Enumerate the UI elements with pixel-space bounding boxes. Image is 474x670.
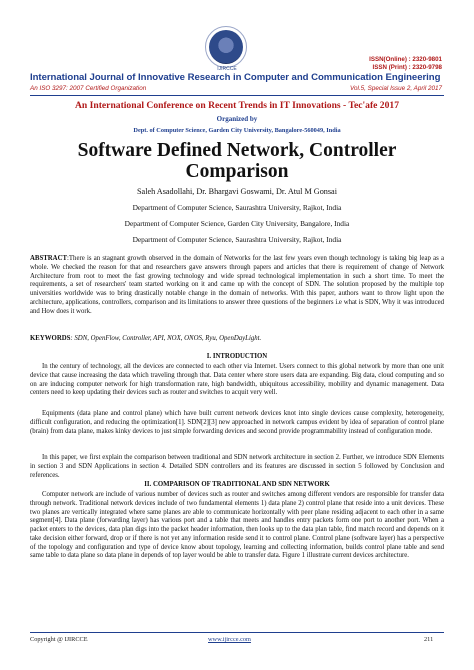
intro-paragraph-2: Equipments (data plane and control plane) which have built current network devices knot into single devices cause complexity, heterogeneity, difficult configuration, and reducing the optimization[1]. SDN[2][3] new approached in network campus evident by idea of separation of control plane (brain) from data plane, makes kinky devices to just simple forwarding devices and second provide programmability instead of configuration mode. (30, 410, 444, 435)
author-affiliation-2: Department of Computer Science, Garden City University, Bangalore, India (124, 219, 350, 228)
author-affiliation-3: Department of Computer Science, Saurashtra University, Rajkot, India (132, 235, 342, 244)
footer-page-number: 211 (424, 636, 434, 643)
abstract-label: ABSTRACT (30, 255, 68, 262)
paper-title-line-2: Comparison (185, 161, 289, 182)
volume-issue: Vol.5, Special Issue 2, April 2017 (350, 85, 442, 92)
footer-copyright: Copyright @ IJIRCCE (30, 636, 88, 643)
section-heading-introduction: I. INTRODUCTION (206, 353, 268, 360)
paper-authors: Saleh Asadollahi, Dr. Bhargavi Goswami, Dr. Atul M Gonsai (137, 187, 337, 196)
journal-title: International Journal of Innovative Research in Computer and Communication Engineering (30, 72, 441, 83)
issn-online: ISSN(Online) : 2320-9801 (369, 56, 442, 63)
section-heading-comparison: II. COMPARISON OF TRADITIONAL AND SDN NETWORK (144, 481, 330, 488)
journal-logo-icon (209, 30, 243, 64)
footer-url[interactable]: www.ijircce.com (208, 636, 251, 643)
footer-link[interactable] (208, 636, 251, 643)
intro-paragraph-1: In the century of technology, all the devices are connected to each other via Internet. Users connect to this global network by more than one unit device that cause increasing the data which traveling through that. Data center where store users data are expanding. Big data, cloud computing and so on are inducing computer network for high transformation rate, high bandwidth, ubiquitous accessibility, mobility and dynamic management. Data centers need to keep updating their devices such as router and switches to acquit very well. (30, 363, 444, 397)
issn-print: ISSN (Print) : 2320-9798 (372, 64, 442, 71)
keywords-text: : SDN, OpenFlow, Controller, API, NOX, ONOS, Ryu, OpenDayLight. (70, 335, 262, 342)
keywords (30, 335, 444, 344)
certification-note: An ISO 3297: 2007 Certified Organization (30, 85, 147, 92)
abstract (30, 255, 444, 316)
comparison-paragraph: Computer network are include of various number of devices such as router and switches among different vendors are responsible for transfer data through network. Traditional network devices include of two fundamental elements 1) data plane 2) control plane that reside into a unit devices. These two planes are vertically integrated where same planes are able to communicate horizontally with peer plane residing adjacent to each other in a same segment[4]. Data plane (forwarding layer) has various port and a table that meets and handles entry packets form one port to another port. When a packet enters to the devices, data plan digs into the packet header information, then looks up to the data plan table, find match record and depends on it take decision either forward, drop or if there is not yet any information reside send it to control plane. Control plane (software layer) has a perspective of the topology and configuration and type of device know about topology, learning and collecting information, builds control plane table and send same table to data plane so data plane in depends of top layer would be able to transfer data. Figure 1 illustrate current devices architecture. (30, 491, 444, 560)
footer-divider (30, 632, 444, 633)
paper-title-line-1: Software Defined Network, Controller (77, 140, 397, 161)
organizer-department: Dept. of Computer Science, Garden City University, Bangalore-560049, India (133, 127, 341, 134)
keywords-label: KEYWORDS (30, 335, 71, 342)
paper-title (0, 140, 474, 182)
organized-by-label: Organized by (216, 115, 258, 123)
author-affiliation-1: Department of Computer Science, Saurashtra University, Rajkot, India (132, 203, 342, 212)
journal-logo-text: IJIRCCE (217, 66, 237, 72)
abstract-text: :There is an stagnant growth observed in the domain of Networks for the last few years even though technology is taking big leap as a whole. We checked the reason for that and researchers gave answers through papers and articles that there is requirement of change of Network Architecture from root to meet the fast growing technology and wide spread technological implementation in such a short time. To meet the requirements, a set of researchers' team started working on it and came up with the concept of SDN. The solution proposed by the multiple top universities worldwide was to bring drastically notable change in the domain of networks. With this paper, authors want to throw light upon the architecture, applications, controllers, comparison and its limitations to answer three questions of the beginners i.e what is SDN, Why it was introduced and How does it work. (30, 255, 444, 315)
intro-paragraph-3: In this paper, we first explain the comparison between traditional and SDN network architecture in section 2. Further, we introduce SDN Elements in section 3 and SDN Applications in section 4. Detailed SDN controllers and its features are discussed in section 5 followed by Conclusion and references. (30, 454, 444, 479)
header-divider (30, 95, 444, 96)
conference-title: An International Conference on Recent Trends in IT Innovations - Tec'afe 2017 (75, 100, 399, 111)
